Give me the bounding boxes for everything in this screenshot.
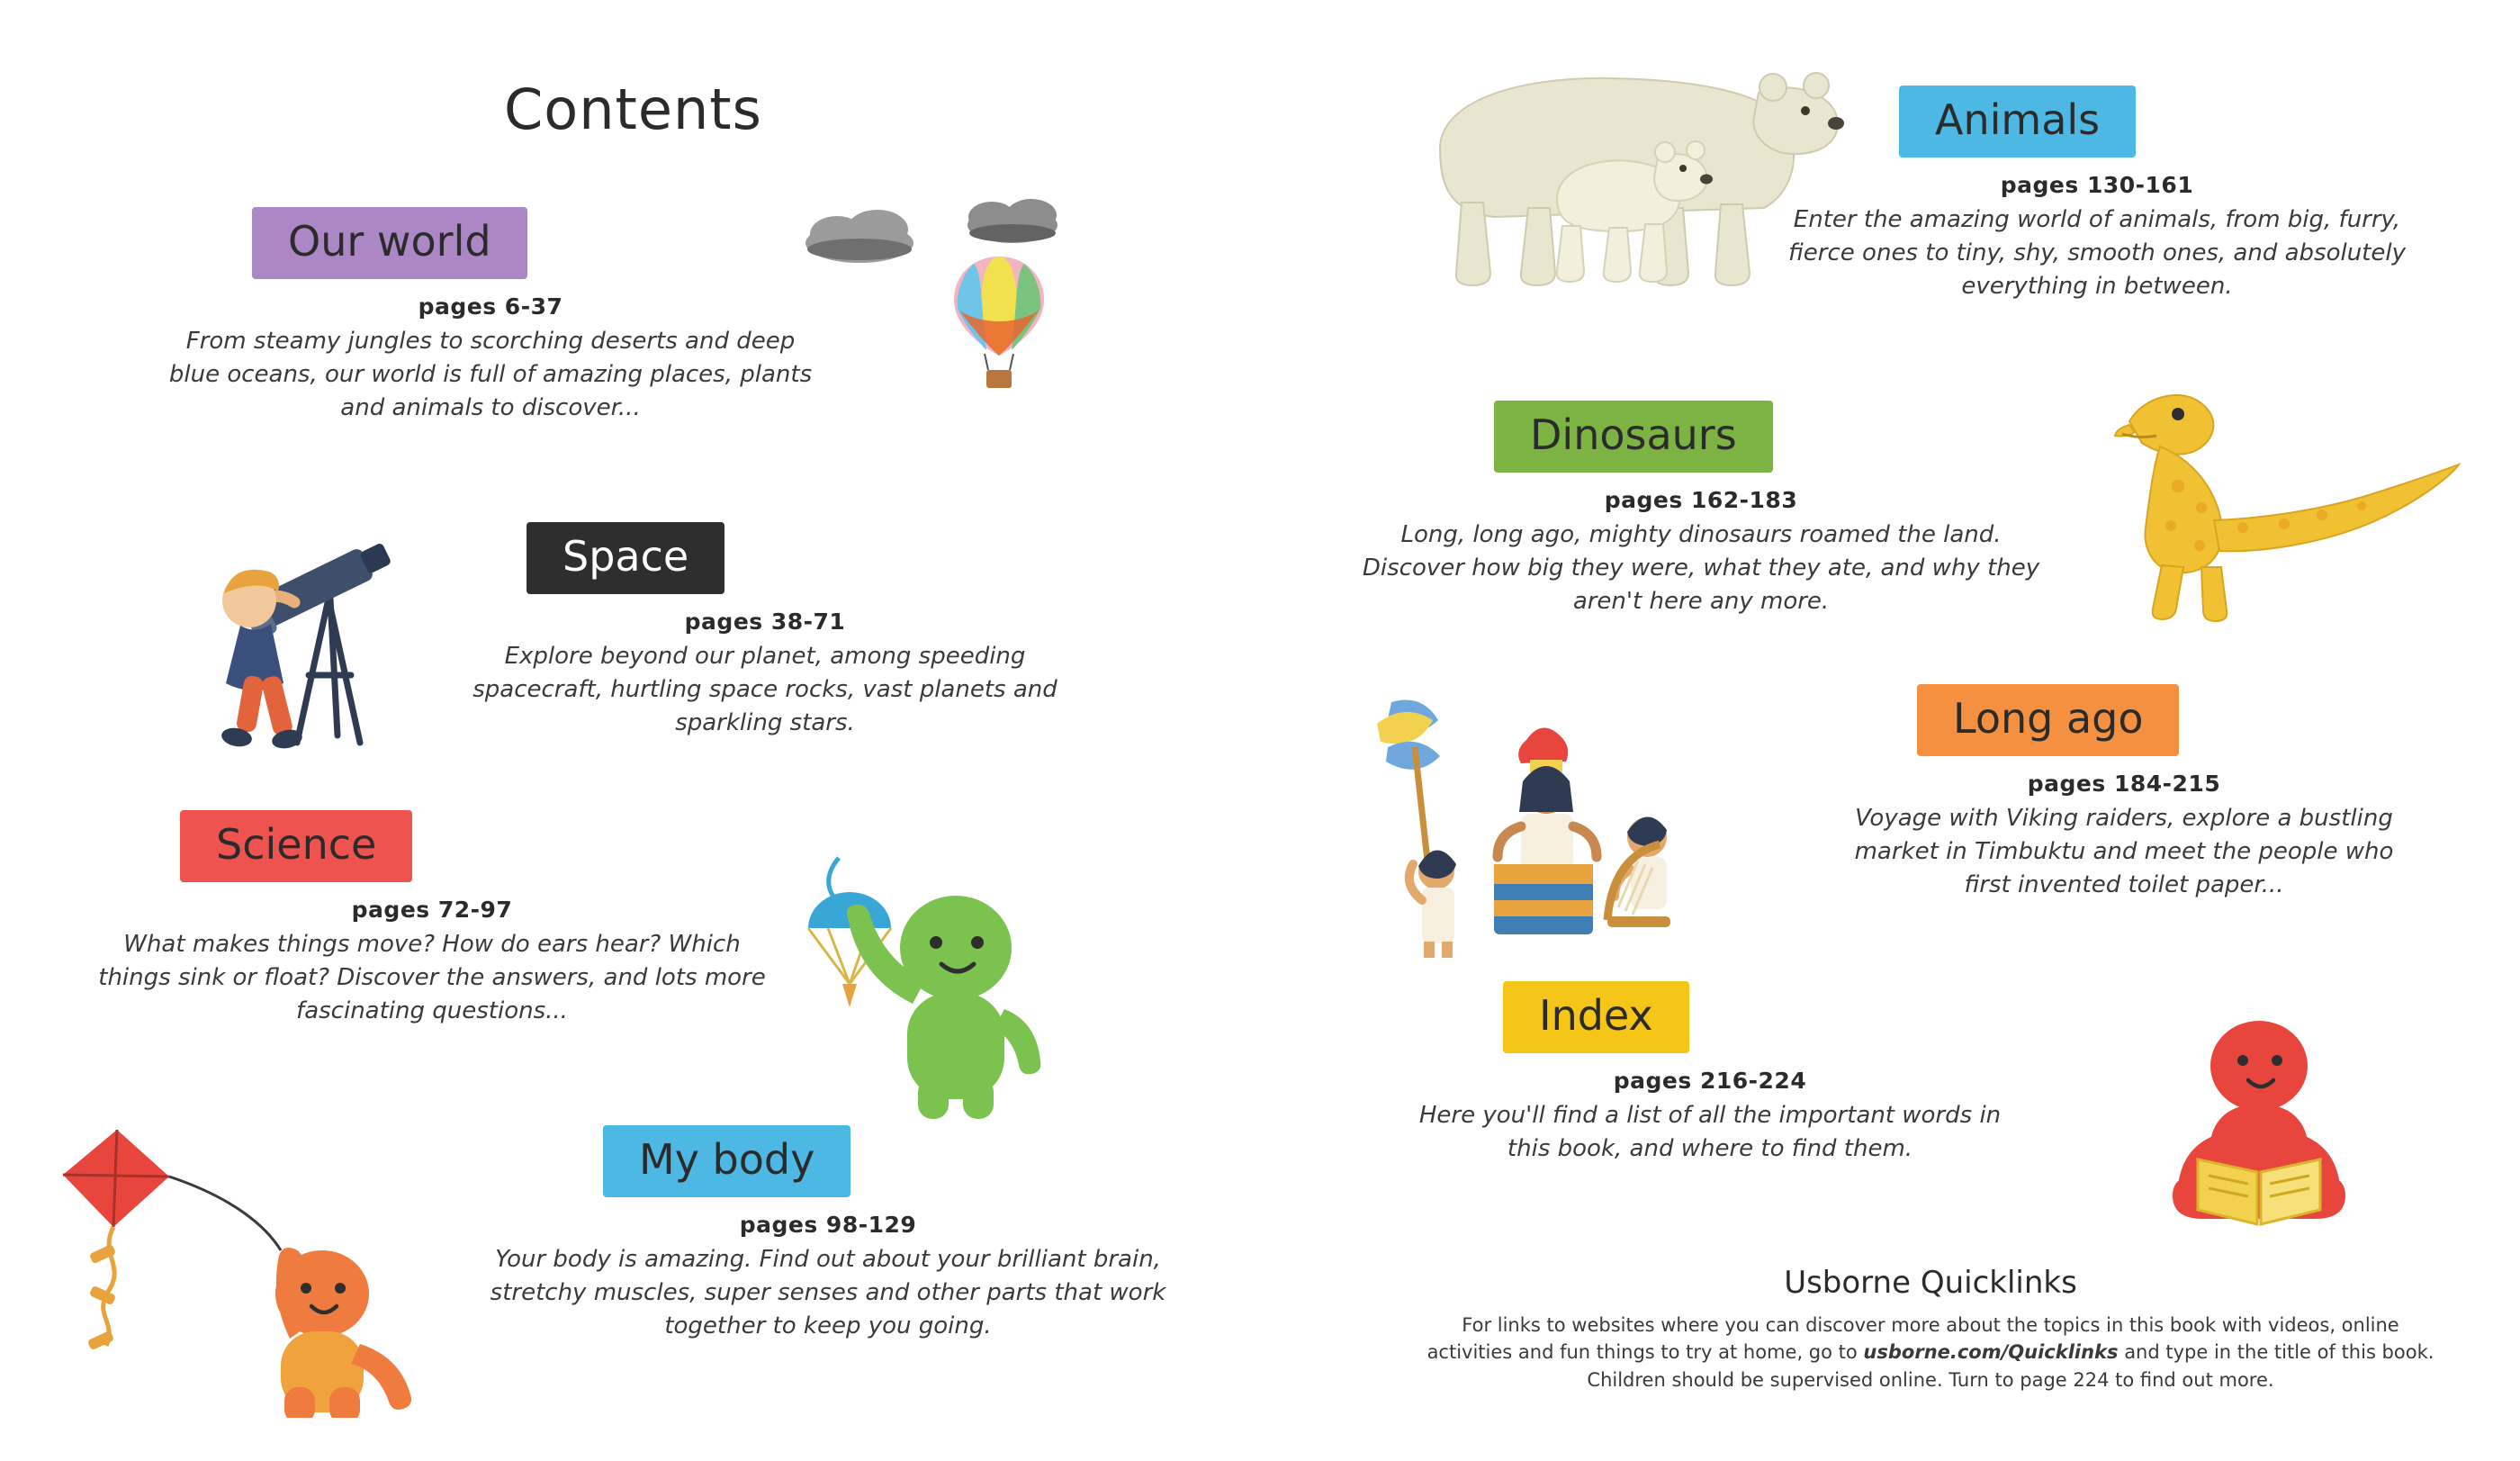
section-our-world[interactable] <box>166 207 814 425</box>
section-pages-index: pages 216-224 <box>1613 1068 1807 1095</box>
child-reading-book-illustration <box>2124 999 2394 1278</box>
page-title: Contents <box>504 77 762 142</box>
section-pages-animals: pages 130-161 <box>2000 172 2194 199</box>
dinosaur-illustration <box>2052 360 2466 630</box>
section-banner-my-body: My body <box>603 1125 850 1197</box>
quicklinks-line2-after: and type in the title of this book. <box>2118 1341 2434 1364</box>
section-index[interactable] <box>1413 981 2007 1166</box>
section-space[interactable] <box>450 522 1080 740</box>
quicklinks-line2-before: activities and fun things to try at home, go to <box>1426 1341 1864 1364</box>
section-long-ago[interactable] <box>1836 684 2412 902</box>
section-blurb-space: Explore beyond our planet, among speeding spacecraft, hurtling space rocks, vast planets and sparkling stars. <box>472 643 1058 737</box>
section-banner-animals: Animals <box>1899 86 2136 158</box>
section-science[interactable] <box>90 810 774 1028</box>
section-dinosaurs[interactable] <box>1359 401 2043 618</box>
section-pages-my-body: pages 98-129 <box>739 1212 917 1239</box>
polar-bear-and-cub-illustration <box>1386 41 1926 302</box>
quicklinks-url[interactable]: usborne.com/Quicklinks <box>1863 1341 2119 1364</box>
section-blurb-my-body: Your body is amazing. Find out about your brilliant brain, stretchy muscles, super senses and other parts that work together to keep you going. <box>490 1246 1166 1340</box>
section-banner-space: Space <box>526 522 724 594</box>
quicklinks-line3: Children should be supervised online. Turn to page 224 to find out more. <box>1587 1368 2274 1391</box>
section-blurb-animals: Enter the amazing world of animals, from big, furry, fierce ones to tiny, shy, smooth ones, and absolutely everything in between. <box>1788 206 2406 301</box>
quicklinks-title: Usborne Quicklinks <box>1784 1265 2077 1301</box>
section-my-body[interactable] <box>468 1125 1188 1343</box>
hot-air-balloon-and-clouds-illustration <box>792 194 1116 410</box>
section-banner-our-world: Our world <box>252 207 527 279</box>
section-pages-space: pages 38-71 <box>684 609 846 636</box>
section-blurb-our-world: From steamy jungles to scorching deserts and deep blue oceans, our world is full of amazing places, plants and animals to discover... <box>168 328 813 422</box>
quicklinks-line2 <box>1359 1339 2502 1366</box>
usborne-quicklinks <box>1359 1265 2502 1393</box>
child-with-telescope-illustration <box>194 500 428 779</box>
quicklinks-body <box>1359 1312 2502 1393</box>
section-banner-dinosaurs: Dinosaurs <box>1494 401 1773 473</box>
ancient-egyptians-illustration <box>1350 684 1728 963</box>
section-banner-science: Science <box>180 810 412 882</box>
child-flying-kite-illustration <box>54 1112 522 1418</box>
section-pages-science: pages 72-97 <box>351 897 513 924</box>
section-blurb-long-ago: Voyage with Viking raiders, explore a bustling market in Timbuktu and meet the people who first invented toilet paper... <box>1854 805 2394 899</box>
section-banner-index: Index <box>1503 981 1689 1053</box>
green-figure-with-parachute-illustration <box>792 842 1053 1121</box>
section-banner-long-ago: Long ago <box>1917 684 2179 756</box>
section-pages-our-world: pages 6-37 <box>418 293 563 320</box>
section-pages-long-ago: pages 184-215 <box>2027 771 2221 798</box>
right-page <box>1341 0 2520 1461</box>
quicklinks-line1: For links to websites where you can discover more about the topics in this book with videos, online <box>1462 1314 2399 1336</box>
section-pages-dinosaurs: pages 162-183 <box>1604 487 1798 514</box>
section-blurb-dinosaurs: Long, long ago, mighty dinosaurs roamed the land. Discover how big they were, what they ate, and why they aren't here any more. <box>1362 521 2040 616</box>
section-blurb-science: What makes things move? How do ears hear? Which things sink or float? Discover the answers, and lots more fascinating questions... <box>98 931 766 1025</box>
section-blurb-index: Here you'll find a list of all the important words in this book, and where to find them. <box>1418 1102 2002 1163</box>
